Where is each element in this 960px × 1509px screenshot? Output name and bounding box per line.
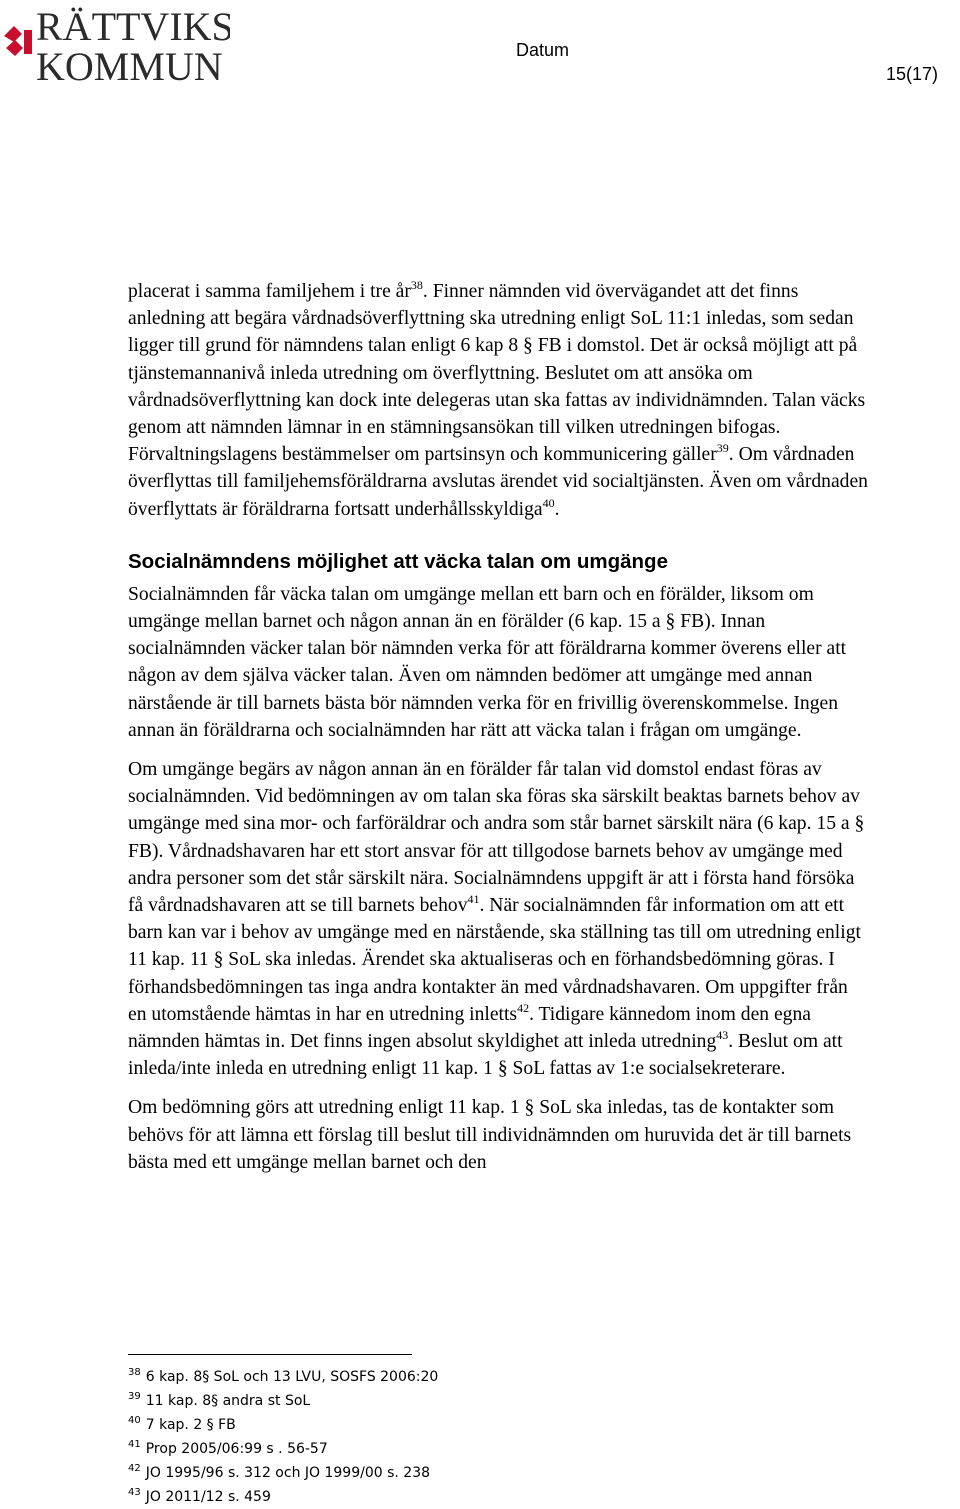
footnote-ref: 42 [517, 1000, 530, 1015]
paragraph-3 [128, 756, 868, 1082]
footnote-ref: 43 [716, 1028, 729, 1043]
footnote-number: 39 [128, 1391, 141, 1402]
footnote-41 [128, 1437, 438, 1461]
header-date-label: Datum [516, 40, 570, 60]
section-heading: Socialnämndens möjlighet att väcka talan om umgänge [128, 549, 668, 573]
text-segment: Om umgänge begärs av någon annan än en förälder får talan vid domstol endast föras av socialnämnden. Vid bedömningen av om talan ska föras ska särskilt beaktas barnets behov av umgänge med sina mor- och farföräldrar och andra som står barnet särskilt nära (6 kap. 15 a § FB). Vårdnadshavaren har ett stort ansvar för att tillgodose barnets behov av umgänge med andra personer som det står särskilt nära. Socialnämndens uppgift är att i första hand försöka få vårdnadshavaren att se till barnets behov [128, 759, 865, 917]
footnote-ref: 40 [542, 495, 555, 510]
text-segment: . Om vårdnaden överflyttas till familjehemsföräldrarna avslutas ärendet vid socialtjänsten. Även om vårdnaden överflyttats är föräldrarna fortsatt underhållsskyldiga [128, 444, 868, 520]
paragraph-2: Socialnämnden får väcka talan om umgänge mellan ett barn och en förälder, liksom om umgänge mellan barnet och någon annan än en förälder (6 kap. 15 a § FB). Innan socialnämnden väcker talan bör nämnden verka för att föräldrarna kommer överens eller att någon av dem själva väcker talan. Även om nämnden bedömer att umgänge med annan närstående är till barnets bästa bör nämnden verka för en frivillig överenskommelse. Ingen annan än föräldrarna och socialnämnden har rätt att väcka talan i frågan om umgänge. [128, 583, 847, 741]
logo-graphic [0, 0, 230, 92]
text-segment: . När socialnämnden får information om att ett barn kan var i behov av umgänge med en närstående, ska ställning tas till om utredning enligt 11 kap. 11 § SoL ska inledas. Ärendet ska aktualiseras och en förhandsbedömning göras. I förhandsbedömningen tas inga andra kontakter än med vårdnadshavaren. Om uppgifter från en utomstående hämtas in har en utredning inletts [128, 895, 861, 1025]
footnote-text: 6 kap. 8§ SoL och 13 LVU, SOSFS 2006:20 [145, 1369, 439, 1385]
footnote-ref: 39 [716, 441, 729, 456]
footnote-39 [128, 1389, 438, 1413]
footnote-text: 11 kap. 8§ andra st SoL [145, 1393, 311, 1409]
footnote-43 [128, 1485, 438, 1509]
text-segment: . Beslut om att inleda/inte inleda en utredning enligt 11 kap. 1 § SoL fattas av 1:e socialsekreterare. [128, 1031, 843, 1080]
footnote-ref: 38 [410, 278, 423, 292]
footnote-42 [128, 1461, 438, 1485]
logo-line2: KOMMUN [36, 44, 223, 89]
crown-emblem-icon [4, 26, 32, 56]
footnotes [128, 1365, 438, 1509]
footnote-divider [128, 1354, 412, 1355]
text-segment: placerat i samma familjehem i tre år [128, 281, 411, 302]
logo-line1: RÄTTVIKS [36, 4, 230, 49]
text-segment: . Finner nämnden vid övervägandet att det finns anledning att begära vårdnadsöverflyttning ska utredning enligt SoL 11:1 inledas, som sedan ligger till grund för nämndens talan enligt 6 kap 8 § FB i domstol. Det är också möjligt att på tjänstemannanivå inleda utredning om överflyttning. Beslutet om att ansöka om vårdnadsöverflyttning kan dock inte delegeras utan ska fattas av individnämnden. Talan väcks genom att nämnden lämnar in en stämningsansökan till vilken utredningen bifogas. Förvaltningslagens bestämmelser om partsinsyn och kommunicering gäller [128, 281, 866, 466]
footnote-text: 7 kap. 2 § FB [145, 1417, 236, 1433]
page-number: 15(17) [885, 64, 938, 84]
paragraph-1 [128, 278, 868, 523]
footnote-40 [128, 1413, 438, 1437]
footnote-38 [128, 1365, 438, 1389]
municipality-logo [0, 0, 230, 92]
footnote-ref: 41 [467, 892, 480, 907]
footnote-number: 43 [128, 1487, 141, 1498]
text-segment: . Tidigare kännedom inom den egna nämnden hämtas in. Det finns ingen absolut skyldighet att inleda utredning [128, 1003, 811, 1053]
paragraph-4: Om bedömning görs att utredning enligt 11 kap. 1 § SoL ska inledas, tas de kontakter som behövs för att lämna ett förslag till beslut till individnämnden om huruvida det är till barnets bästa med ett umgänge mellan barnet och den [128, 1097, 852, 1173]
footnote-text: Prop 2005/06:99 s . 56-57 [145, 1441, 328, 1457]
footnote-text: JO 2011/12 s. 459 [145, 1489, 271, 1505]
footnote-number: 42 [128, 1463, 141, 1474]
footnote-number: 41 [128, 1439, 141, 1450]
text-segment: . [554, 498, 560, 520]
document-body [128, 278, 868, 1176]
footnote-number: 38 [128, 1367, 141, 1378]
footnote-text: JO 1995/96 s. 312 och JO 1999/00 s. 238 [145, 1465, 431, 1481]
footnote-number: 40 [128, 1415, 141, 1426]
